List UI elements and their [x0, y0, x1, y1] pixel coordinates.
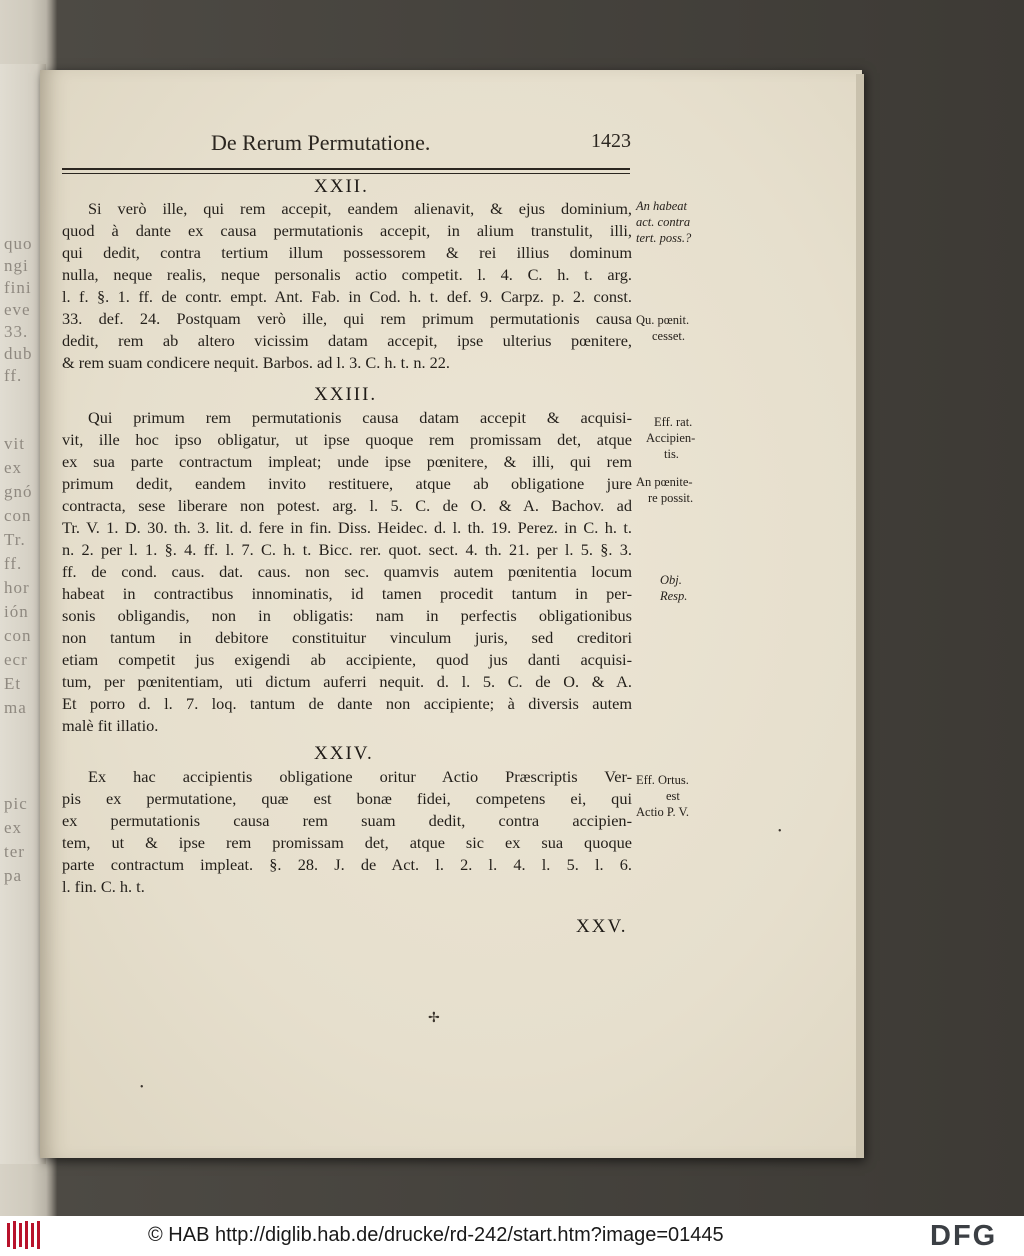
facing-page-fragment: ff. — [4, 554, 23, 573]
marginal-note-line: Actio P. V. — [636, 805, 690, 819]
marginal-note-line: act. contra — [636, 215, 691, 229]
text-line: ex permutationis causa rem suam dedit, contra accipien- — [62, 811, 632, 830]
text-line: n. 2. per l. 1. §. 4. ff. l. 7. C. h. t. Bicc. rer. quot. sect. 4. th. 21. per l. 5. §. 3. — [62, 540, 632, 559]
text-line: contracta, sese liberare non potest. arg. l. 5. C. de O. & A. Bachov. ad — [62, 496, 632, 515]
marginal-note-line: Eff. Ortus. — [636, 773, 689, 787]
text-line: nulla, neque realis, neque personalis actio competit. l. 4. C. h. t. arg. — [62, 265, 632, 284]
ink-speck: • — [778, 826, 782, 837]
facing-page-fragment: con — [4, 626, 32, 645]
section-heading: XXIII. — [314, 384, 378, 405]
text-line: qui dedit, contra tertium illum possessorem & rei illius dominum — [62, 243, 632, 262]
marginal-note-line: tis. — [664, 447, 679, 461]
facing-page-fragment: ma — [4, 698, 27, 717]
marginal-note — [636, 474, 693, 506]
marginal-note — [636, 312, 689, 344]
text-line: Tr. V. 1. D. 30. th. 3. lit. d. fere in fin. Diss. Heidec. d. l. th. 19. Perez. in C. h. t. — [62, 518, 632, 537]
facing-page-fragment: quo — [4, 234, 33, 253]
section-body-xxii — [62, 198, 632, 374]
facing-page-fragment: eve — [4, 300, 31, 319]
dfg-logo: DFG — [930, 1220, 998, 1252]
marginal-note-line: cesset. — [652, 329, 685, 343]
marginal-note — [660, 572, 687, 604]
text-line: 33. def. 24. Postquam verò ille, qui rem primum permutationis causa — [62, 309, 632, 328]
text-line: ex sua parte contractum impleat; unde ipse pœnitere, & illi, qui rem — [62, 452, 632, 471]
ornament-mark: ✢ — [428, 1011, 440, 1026]
text-line: ff. de cond. caus. dat. caus. non sec. quamvis autem pœnitentia locum — [62, 562, 632, 581]
text-line: tem, ut & ipse rem promissam det, atque sic ex sua quoque — [62, 833, 632, 852]
copyright-link[interactable]: © HAB http://diglib.hab.de/drucke/rd-242/start.htm?image=01445 — [148, 1224, 724, 1246]
section-body-xxiv — [62, 766, 632, 898]
text-line: Et porro d. l. 7. loq. tantum de dante non accipiente; à diversis autem — [62, 694, 632, 713]
catchword: XXV. — [576, 916, 628, 937]
marginal-note-line: re possit. — [648, 491, 694, 505]
facing-page-fragment: ter — [4, 842, 25, 861]
text-line: Si verò ille, qui rem accepit, eandem alienavit, & ejus dominium, — [88, 199, 632, 218]
facing-page-fragment: con — [4, 506, 32, 525]
facing-page-fragment: hor — [4, 578, 30, 597]
facing-page-fragment: ff. — [4, 366, 23, 385]
ink-speck: • — [140, 1082, 144, 1093]
text-line: malè fit illatio. — [62, 716, 159, 735]
facing-page-fragment: Tr. — [4, 530, 26, 549]
marginal-note-line: Obj. — [660, 573, 682, 587]
text-line: & rem suam condicere nequit. Barbos. ad l. 3. C. h. t. n. 22. — [62, 353, 450, 372]
text-line: etiam competit jus exigendi ab accipiente, quod jus danti acquisi- — [62, 650, 632, 669]
marginal-note-line: Resp. — [660, 589, 688, 603]
marginal-note-line: An pœnite- — [636, 475, 693, 489]
text-line: parte contractum impleat. §. 28. J. de Act. l. 2. l. 4. l. 5. l. 6. — [62, 855, 632, 874]
running-header — [211, 130, 631, 162]
section-heading: XXIV. — [314, 743, 374, 764]
hab-logo-icon — [6, 1219, 42, 1251]
facing-page-fragment: ecr — [4, 650, 28, 669]
facing-page-fragment: ex — [4, 458, 23, 477]
text-line: quod à dante ex causa permutationis accepit, in alium transtulit, illi, — [62, 221, 632, 240]
marginal-note-line: Eff. rat. — [654, 415, 693, 429]
section-heading: XXII. — [314, 176, 369, 197]
marginal-note-line: An habeat — [636, 199, 688, 213]
text-line: l. fin. C. h. t. — [62, 877, 145, 896]
text-line: l. f. §. 1. ff. de contr. empt. Ant. Fab. in Cod. h. t. def. 9. Carpz. p. 2. const. — [62, 287, 632, 306]
marginal-note-line: Qu. pœnit. — [636, 313, 690, 327]
facing-page-fragment: vit — [4, 434, 25, 453]
text-line: sonis obligandis, non in obligatis: nam in perfectis obligationibus — [62, 606, 632, 625]
footer-bar — [0, 1216, 1024, 1256]
facing-page-fragment: ex — [4, 818, 23, 837]
facing-page-fragment: fini — [4, 278, 32, 297]
text-line: non tantum in debitore constituitur vinculum juris, sed creditori — [62, 628, 632, 647]
facing-page-fragment: 33. — [4, 322, 29, 341]
header-rule-thin — [62, 173, 630, 174]
facing-page-fragment: pic — [4, 794, 28, 813]
facing-page-fragment: ngi — [4, 256, 29, 275]
facing-page-fragment: Et — [4, 674, 22, 693]
marginal-note-line: est — [666, 789, 680, 803]
facing-page-fragment: gnó — [4, 482, 33, 501]
facing-page-fragment: pa — [4, 866, 23, 885]
page-fore-edge — [856, 74, 864, 1158]
facing-page-fragment: ión — [4, 602, 29, 621]
text-line: tum, per pœnitentiam, uti dictum auferri nequit. d. l. 5. C. de O. & A. — [62, 672, 632, 691]
text-line: primum dedit, eandem invito restituere, atque ab obligatione jure — [62, 474, 632, 493]
text-line: pis ex permutatione, quæ est bonæ fidei, competens ei, qui — [62, 789, 632, 808]
text-line: dedit, rem ab altero vicissim datam accepit, ipse ulterius pœnitere, — [62, 331, 632, 350]
section-body-xxiii — [62, 407, 632, 737]
text-line: Ex hac accipientis obligatione oritur Actio Præscriptis Ver- — [88, 767, 632, 786]
marginal-note-line: Accipien- — [646, 431, 696, 445]
text-line: habeat in contractibus innominatis, id tamen procedit tantum in per- — [62, 584, 632, 603]
text-line: vit, ille hoc ipso obligatur, ut ipse quoque rem promissam det, atque — [62, 430, 632, 449]
marginal-note — [636, 198, 691, 246]
marginal-note-line: tert. poss.? — [636, 231, 692, 245]
page-number: 1423 — [591, 130, 631, 152]
header-rule — [62, 168, 630, 170]
text-line: Qui primum rem permutationis causa datam accepit & acquisi- — [88, 408, 632, 427]
facing-page-fragment: dub — [4, 344, 33, 363]
marginal-note — [646, 414, 696, 462]
marginal-note — [636, 772, 689, 820]
running-head-title: De Rerum Permutatione. — [211, 130, 431, 155]
